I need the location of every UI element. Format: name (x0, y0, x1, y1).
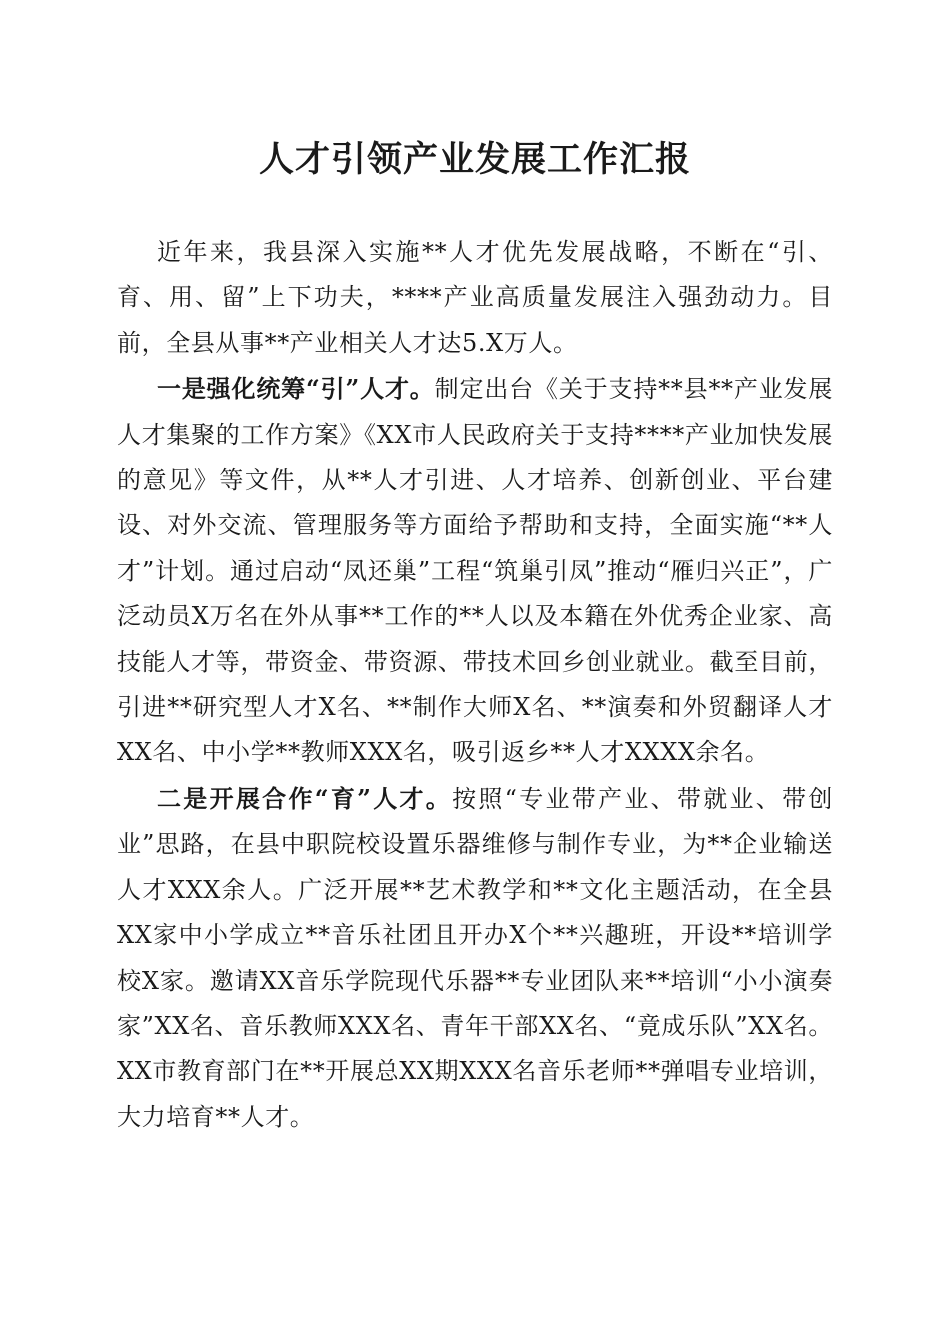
document-body (117, 229, 833, 1140)
paragraph-text: 制定出台《关于支持**县**产业发展人才集聚的工作方案》《XX市人民政府关于支持****产业加快发展的意见》等文件，从**人才引进、人才培养、创新创业、平台建设、对外交流、管理服务等方面给予帮助和支持，全面实施“**人才”计划。通过启动“凤还巢”工程“筑巢引凤”推动“雁归兴正”，广泛动员X万名在外从事**工作的**人以及本籍在外优秀企业家、高技能人才等，带资金、带资源、带技术回乡创业就业。截至目前，引进**研究型人才X名、**制作大师X名、**演奏和外贸翻译人才XX名、中小学**教师XXX名，吸引返乡**人才XXXX余名。 (117, 375, 833, 767)
paragraph-text: 按照“专业带产业、带就业、带创业”思路，在县中职院校设置乐器维修与制作专业，为**企业输送人才XXX余人。广泛开展**艺术教学和**文化主题活动，在全县XX家中小学成立**音乐社团且开办X个**兴趣班，开设**培训学校X家。邀请XX音乐学院现代乐器**专业团队来**培训“小小演奏家”XX名、音乐教师XXX名、青年干部XX名、“竟成乐队”XX名。XX市教育部门在**开展总XX期XXX名音乐老师**弹唱专业培训，大力培育**人才。 (117, 784, 833, 1131)
paragraph-text: 近年来，我县深入实施**人才优先发展战略，不断在“引、育、用、留”上下功夫，****产业高质量发展注入强劲动力。目前，全县从事**产业相关人才达5.X万人。 (117, 238, 833, 357)
paragraph-attract-talent (117, 366, 833, 776)
paragraph-lead: 二是开展合作“育”人才。 (157, 783, 453, 813)
paragraph-intro (117, 229, 833, 366)
document-title: 人才引领产业发展工作汇报 (258, 139, 691, 180)
paragraph-lead: 一是强化统筹“引”人才。 (157, 374, 435, 404)
paragraph-cultivate-talent (117, 776, 833, 1140)
